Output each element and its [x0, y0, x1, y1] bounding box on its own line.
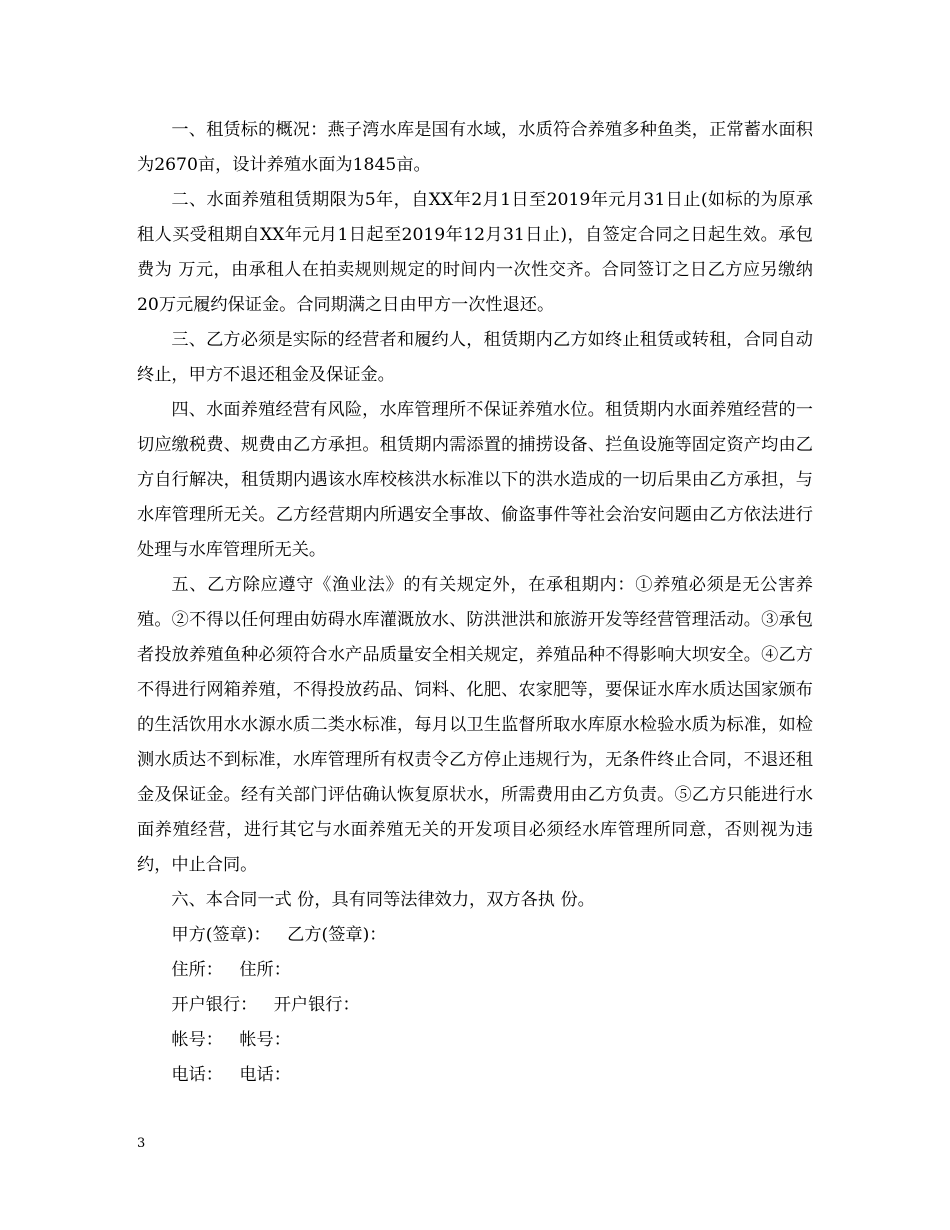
party-b-account-label: 帐号：	[239, 1030, 291, 1050]
clause-6-paragraph: 六、本合同一式 份，具有同等法律效力，双方各执 份。	[171, 890, 595, 910]
party-a-bank-label: 开户银行：	[171, 995, 258, 1015]
party-b-bank-label: 开户银行：	[273, 995, 360, 1015]
phone-line	[137, 1058, 813, 1093]
party-a-phone-label: 电话：	[171, 1065, 223, 1085]
party-b-phone-label: 电话：	[239, 1065, 291, 1085]
clause-3-paragraph: 三、乙方必须是实际的经营者和履约人，租赁期内乙方如终止租赁或转租，合同自动终止，甲方不退还租金及保证金。	[137, 330, 813, 385]
party-a-signature-label: 甲方(签章)：	[171, 925, 271, 945]
party-a-account-label: 帐号：	[171, 1030, 223, 1050]
bank-line	[137, 988, 813, 1023]
contract-body	[137, 113, 813, 1093]
party-b-address-label: 住所：	[239, 960, 291, 980]
party-a-address-label: 住所：	[171, 960, 223, 980]
party-b-signature-label: 乙方(签章)：	[287, 925, 387, 945]
clause-4-paragraph: 四、水面养殖经营有风险，水库管理所不保证养殖水位。租赁期内水面养殖经营的一切应缴税费、规费由乙方承担。租赁期内需添置的捕捞设备、拦鱼设施等固定资产均由乙方自行解决，租赁期内遇该水库校核洪水标准以下的洪水造成的一切后果由乙方承担，与水库管理所无关。乙方经营期内所遇安全事故、偷盗事件等社会治安问题由乙方依法进行处理与水库管理所无关。	[137, 400, 813, 560]
clause-5-paragraph: 五、乙方除应遵守《渔业法》的有关规定外，在承租期内：①养殖必须是无公害养殖。②不得以任何理由妨碍水库灌溉放水、防洪泄洪和旅游开发等经营管理活动。③承包者投放养殖鱼种必须符合水产品质量安全相关规定，养殖品种不得影响大坝安全。④乙方不得进行网箱养殖，不得投放药品、饲料、化肥、农家肥等，要保证水库水质达国家颁布的生活饮用水水源水质二类水标准，每月以卫生监督所取水库原水检验水质为标准，如检测水质达不到标准，水库管理所有权责令乙方停止违规行为，无条件终止合同，不退还租金及保证金。经有关部门评估确认恢复原状水，所需费用由乙方负责。⑤乙方只能进行水面养殖经营，进行其它与水面养殖无关的开发项目必须经水库管理所同意，否则视为违约，中止合同。	[137, 575, 813, 875]
account-line	[137, 1023, 813, 1058]
clause-1-paragraph: 一、租赁标的概况：燕子湾水库是国有水域，水质符合养殖多种鱼类，正常蓄水面积为2670亩，设计养殖水面为1845亩。	[137, 120, 813, 175]
page-number: 3	[137, 1136, 146, 1151]
clause-2-paragraph: 二、水面养殖租赁期限为5年，自XX年2月1日至2019年元月31日止(如标的为原承租人买受租期自XX年元月1日起至2019年12月31日止)，自签定合同之日起生效。承包费为 万元，由承租人在拍卖规则规定的时间内一次性交齐。合同签订之日乙方应另缴纳20万元履约保证金。合同期满之日由甲方一次性退还。	[137, 190, 813, 315]
signature-line	[137, 918, 813, 953]
address-line	[137, 953, 813, 988]
